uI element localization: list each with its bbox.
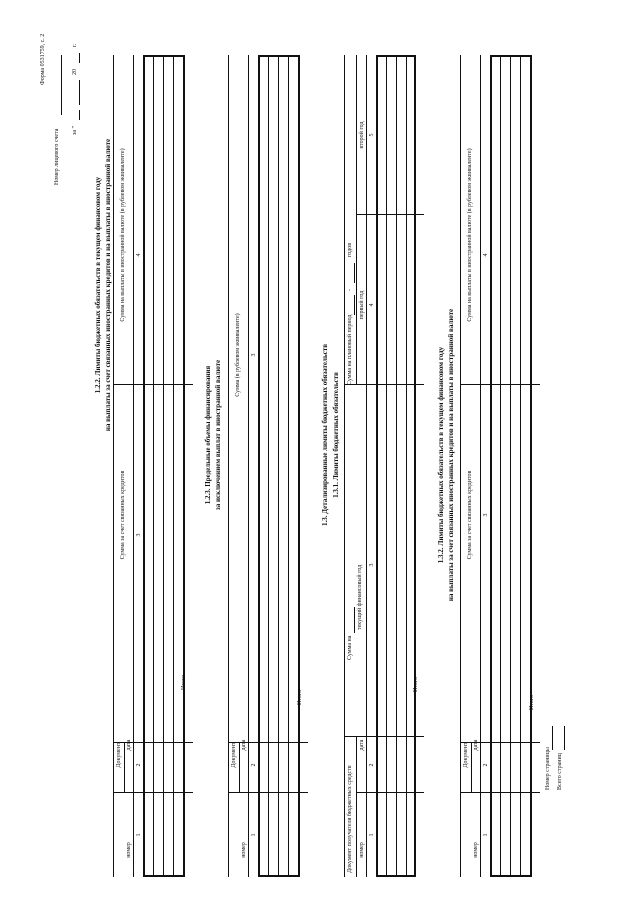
s123-col-document: Документ [231,742,237,768]
account-number-underline [61,55,62,115]
s123-doc-sub-rule [239,743,240,793]
s123-col-data: дата [241,739,247,751]
s132-num-4: 4 [483,253,489,257]
s132-header-rule [480,55,481,877]
s131-title: 1.3.1. Лимиты бюджетных обязательств [332,372,340,498]
s131-num-2: 2 [369,763,375,767]
s123-num-1: 1 [251,833,257,837]
s131-col-current-year: текущий финансовый год [357,564,363,630]
s122-row-rule [173,55,174,877]
s132-row-rule [500,55,501,877]
date-month-underline [79,80,80,105]
s122-num-3: 3 [136,533,142,537]
s13-title: 1.3. Детализированные лимиты бюджетных обязательств [321,344,329,526]
s131-row-rule [386,55,387,877]
s131-num-3: 3 [369,563,375,567]
s131-col-first-year: первый год [359,290,365,320]
s122-header-rule [133,55,134,877]
s122-num-4: 4 [136,253,142,257]
s132-row-rule [520,55,521,877]
s122-title-line2: на выплаты за счет связанных иностранных кредитов и на выплаты в иностранной валюте [104,138,112,432]
s131-col-document: Документ получателя бюджетных средств [347,765,353,873]
s132-row-rule [510,55,511,877]
s132-col-data: дата [473,739,479,751]
s131-sum-na-underline [354,607,355,633]
page-number-label: Номер страницы [545,747,551,790]
s122-col-nomer: номер [126,842,132,858]
s132-col-nomer: номер [473,842,479,858]
s123-num-2: 2 [251,763,257,767]
s122-col-credits: Сумма за счет связанных кредитов [120,470,126,560]
s131-header-rule [366,55,367,877]
s122-title-line1: 1.2.2. Лимиты бюджетных обязательств в текущем финансовом году [94,176,102,394]
s122-row-rule [153,55,154,877]
s132-col-document: Документ [463,742,469,768]
s123-col-sum: Сумма (в рублевом эквиваленте) [235,313,241,397]
s123-body-frame [258,55,300,877]
s132-body-frame [490,55,532,877]
s131-row-rule [396,55,397,877]
s132-num-1: 1 [483,833,489,837]
s122-num-2: 2 [136,763,142,767]
s131-num-5: 5 [369,133,375,137]
date-day-underline [79,110,80,120]
s122-col-data: дата [126,739,132,751]
date-year-underline [79,53,80,63]
s123-col-nomer: номер [241,842,247,858]
s123-itogo-label: Итого [297,689,303,705]
s122-col-foreign: Сумма на выплаты в иностранной валюте (в рублевом эквиваленте) [120,148,126,322]
s132-col-foreign: Сумма на выплаты в иностранной валюте (в рублевом эквиваленте) [467,148,473,322]
s123-row-rule [268,55,269,877]
s131-col-second-year: второй год [359,121,365,149]
s131-col-nomer: номер [359,842,365,858]
s122-body-frame [143,55,185,877]
s131-num-1: 1 [369,833,375,837]
date-za: за " [72,126,78,135]
s131-planned-year2-underline [354,263,355,283]
s122-num-1: 1 [136,833,142,837]
s122-col-document: Документ [116,742,122,768]
s131-top-rule [344,55,345,877]
date-year-prefix: 20 [72,69,78,75]
s123-top-rule [228,55,229,877]
s123-num-3: 3 [251,353,257,357]
s131-col-planned: Сумма на плановый период [347,314,353,385]
s132-itogo-label: Итого [529,694,535,710]
s132-doc-sub-rule [471,743,472,793]
s132-num-2: 2 [483,763,489,767]
s131-planned-sub-rule [356,55,357,385]
s122-row-rule [163,55,164,877]
form-code: Форма 0531759, с. 2 [40,33,46,85]
s131-col-data: дата [359,739,365,751]
s131-col-godov: годов [347,242,353,257]
s123-header-rule [248,55,249,877]
s132-title-line1: 1.3.2. Лимиты бюджетных обязательств в текущем финансовом году [437,346,445,564]
total-pages-underline [564,726,565,750]
s131-planned-year1-underline [354,295,355,315]
s132-top-rule [460,55,461,877]
total-pages-label: Всего страниц [557,753,563,790]
account-number-label: Номер лицевого счета [54,128,60,185]
s131-row-rule [406,55,407,877]
s123-row-rule [288,55,289,877]
s123-title-line1: 1.2.3. Предельные объемы финансирования [204,365,212,505]
s122-doc-sub-rule [124,743,125,793]
page-number-underline [552,726,553,750]
s122-top-rule [113,55,114,877]
s132-num-3: 3 [483,513,489,517]
s131-planned-dash: - [347,289,353,291]
s131-itogo-label: Итого [413,676,419,692]
s131-col-sum-na: Сумма на [347,635,353,660]
date-year-suffix: г. [72,43,78,47]
s132-col-credits: Сумма за счет связанных кредитов [467,470,473,560]
s131-doc-sub-rule [356,737,357,877]
s123-title-line2: за исключением выплат в иностранной валюте [214,359,222,511]
s131-num-4: 4 [369,303,375,307]
s123-row-rule [278,55,279,877]
s122-itogo-label: Итого [181,674,187,690]
s132-title-line2: на выплаты за счет связанных иностранных кредитов и на выплаты в иностранной валюте [447,308,455,602]
